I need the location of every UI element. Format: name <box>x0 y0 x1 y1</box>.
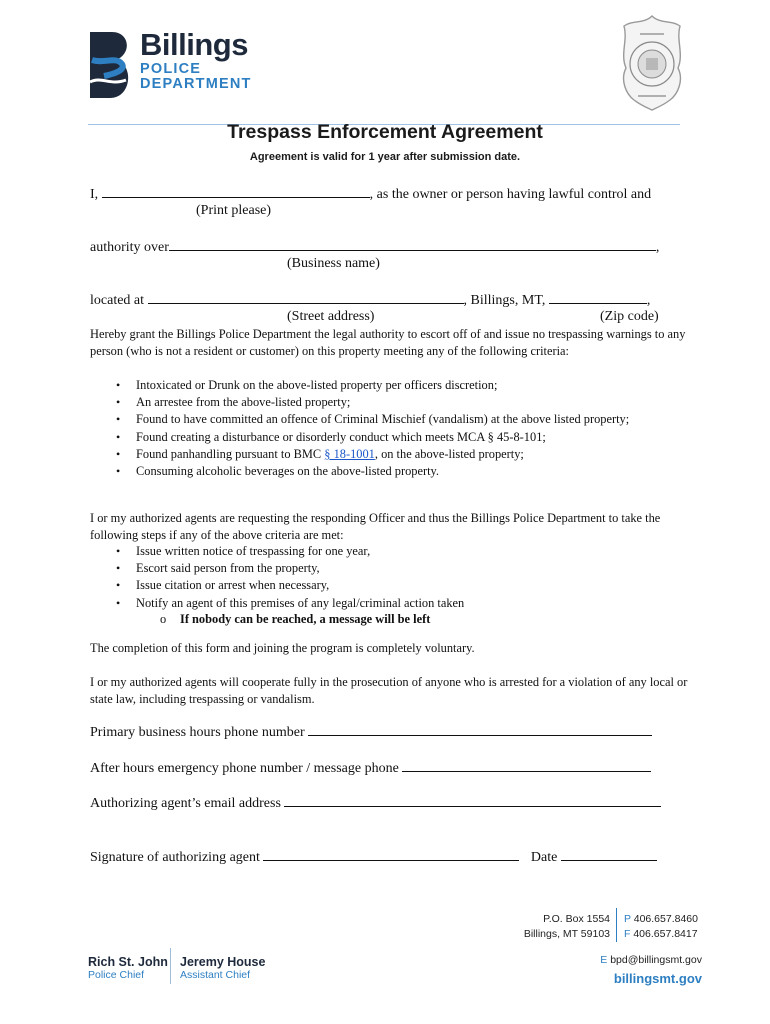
owner-name-field[interactable] <box>102 185 370 198</box>
criteria-item: • Found creating a disturbance or disorderly conduct which meets MCA § 45-8-101; <box>90 429 688 446</box>
logo-line-police: POLICE <box>140 61 202 77</box>
location-line <box>90 291 650 309</box>
steps-list <box>90 543 688 612</box>
location-suffix: , <box>646 293 651 308</box>
authority-prefix: authority over <box>90 240 169 255</box>
assistant-title: Assistant Chief <box>180 969 251 981</box>
primary-phone-label: Primary business hours phone number <box>90 725 305 740</box>
step-item: • Issue citation or arrest when necessary, <box>90 577 688 594</box>
footer-address <box>500 912 610 942</box>
owner-prefix: I, <box>90 187 99 202</box>
step-item: • Issue written notice of trespassing for one year, <box>90 543 688 560</box>
signature-label: Signature of authorizing agent <box>90 850 260 865</box>
phone-label: P <box>624 913 631 925</box>
primary-phone-field[interactable] <box>308 723 652 736</box>
step-item: • Notify an agent of this premises of any legal/criminal action taken <box>90 595 688 612</box>
zip-code-field[interactable] <box>549 291 647 304</box>
authority-hint: (Business name) <box>287 256 380 271</box>
signature-field[interactable] <box>263 848 519 861</box>
assistant-name: Jeremy House <box>180 955 266 969</box>
signature-row <box>90 848 657 866</box>
footer-phones <box>624 912 698 942</box>
date-label: Date <box>530 850 558 865</box>
assistant-block <box>180 955 265 981</box>
owner-line <box>90 185 651 203</box>
city-zip: Billings, MT 59103 <box>523 928 610 940</box>
step-sub-item: o If nobody can be reached, a message will be left <box>90 611 770 628</box>
zip-hint: (Zip code) <box>600 309 659 324</box>
primary-phone-row <box>90 723 652 741</box>
fax-label: F <box>624 928 631 940</box>
footer-website[interactable]: billingsmt.gov <box>613 971 702 986</box>
criteria-item: • Consuming alcoholic beverages on the above-listed property. <box>90 463 688 480</box>
footer-email[interactable]: bpd@billingsmt.gov <box>610 954 702 966</box>
email-prefix-label: E <box>600 954 608 966</box>
owner-hint: (Print please) <box>196 203 272 218</box>
step-item: • Escort said person from the property, <box>90 560 688 577</box>
chief-block <box>88 955 168 981</box>
email-field[interactable] <box>284 794 661 807</box>
names-divider <box>170 948 171 984</box>
footer-email-row <box>560 954 702 966</box>
fax-number: 406.657.8417 <box>633 928 698 940</box>
email-row <box>90 794 661 812</box>
criteria-item: • Intoxicated or Drunk on the above-listed property per officers discretion; <box>90 377 688 394</box>
criteria-item <box>90 446 688 463</box>
criteria-list <box>90 377 688 480</box>
business-name-field[interactable] <box>169 238 656 251</box>
logo-wordmark <box>140 28 252 92</box>
after-hours-label: After hours emergency phone number / message phone <box>90 761 399 776</box>
bmc-link[interactable]: § 18-1001 <box>324 446 375 461</box>
phone-number[interactable]: 406.657.8460 <box>633 913 698 925</box>
page-title: Trespass Enforcement Agreement <box>227 121 543 143</box>
authority-line <box>90 238 659 256</box>
street-hint: (Street address) <box>287 309 375 324</box>
owner-suffix: , as the owner or person having lawful control and <box>369 187 652 202</box>
chief-name: Rich St. John <box>88 955 168 969</box>
footer-divider <box>616 908 617 942</box>
criteria-bmc-after: , on the above-listed property; <box>374 446 524 461</box>
voluntary-text: The completion of this form and joining the program is completely voluntary. <box>90 641 475 655</box>
after-hours-row <box>90 759 651 777</box>
logo-title: Billings <box>140 27 248 62</box>
steps-intro: I or my authorized agents are requesting the responding Officer and thus the Billings Police Department to take the following steps if any of the above criteria are met: <box>90 511 661 542</box>
authority-suffix: , <box>655 240 660 255</box>
chief-title: Police Chief <box>88 969 145 981</box>
criteria-bmc-before: Found panhandling pursuant to BMC <box>136 446 325 461</box>
criteria-item <box>90 411 688 428</box>
after-hours-field[interactable] <box>402 759 651 772</box>
police-badge-icon <box>620 14 684 112</box>
criteria-text: Found to have committed an offence of Criminal Mischief (vandalism) at the above listed property; <box>136 412 630 427</box>
location-prefix: located at <box>90 293 145 308</box>
location-mid: , Billings, MT, <box>463 293 546 308</box>
criteria-item: • An arrestee from the above-listed property; <box>90 394 688 411</box>
email-label: Authorizing agent’s email address <box>90 796 281 811</box>
cooperate-text: I or my authorized agents will cooperate fully in the prosecution of anyone who is arrested for a violation of any local or state law, including trespassing or vandalism. <box>90 675 688 706</box>
grant-paragraph: Hereby grant the Billings Police Department the legal authority to escort off of and issue no trespassing warnings to any person (who is not a resident or customer) on this property meeting any of the following criteria: <box>90 327 686 358</box>
billings-logo-icon <box>86 30 134 100</box>
page-subtitle: Agreement is valid for 1 year after submission date. <box>249 151 521 163</box>
po-box: P.O. Box 1554 <box>543 913 610 925</box>
street-address-field[interactable] <box>148 291 464 304</box>
logo-line-department: DEPARTMENT <box>140 76 252 92</box>
date-field[interactable] <box>561 848 657 861</box>
